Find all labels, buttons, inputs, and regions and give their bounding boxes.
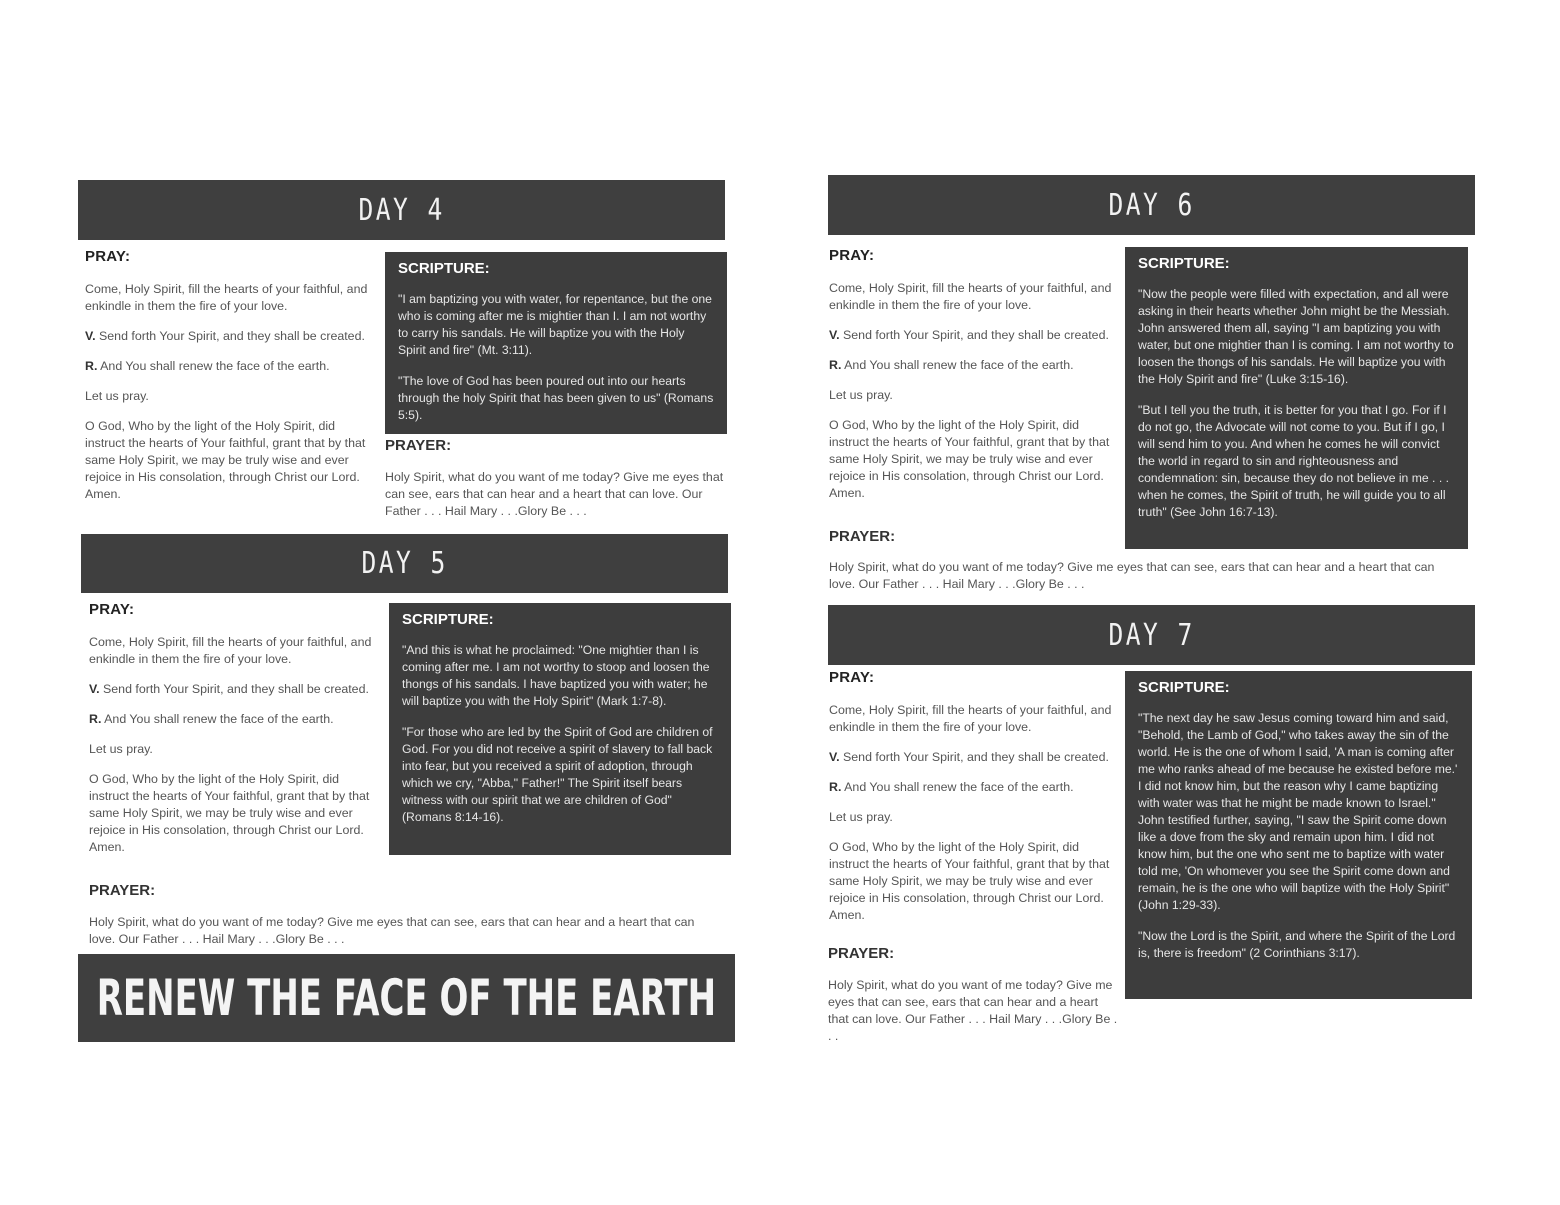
day6-let-us-pray: Let us pray. — [829, 388, 893, 402]
day4-scripture-heading: SCRIPTURE: — [398, 260, 490, 277]
day4-banner — [78, 180, 725, 240]
day7-let-us-pray: Let us pray. — [829, 810, 893, 824]
day5-pray-heading: PRAY: — [89, 601, 135, 618]
day7-response: R. And You shall renew the face of the earth. — [829, 780, 1074, 794]
day6-response: R. And You shall renew the face of the earth. — [829, 358, 1074, 372]
day7-prayer-text: Holy Spirit, what do you want of me today? Give me eyes that can see, ears that can hear and a heart that can love. Our Father . . . Hail Mary . . .Glory Be . . . — [828, 978, 1118, 1043]
day4-pray-heading: PRAY: — [85, 248, 131, 265]
day6-pray-column — [829, 247, 1119, 515]
day6-prayer-heading: PRAYER: — [829, 528, 896, 545]
day4-title: DAY 4 — [358, 192, 445, 228]
day7-scripture-box — [1125, 671, 1472, 999]
day5-banner — [81, 534, 728, 593]
day6-prayer-text: Holy Spirit, what do you want of me today? Give me eyes that can see, ears that can hear and a heart that can love. Our Father . . . Hail Mary . . .Glory Be . . . — [829, 560, 1435, 591]
day5-pray-line1: Come, Holy Spirit, fill the hearts of your faithful, and enkindle in them the fire of your love. — [89, 635, 372, 666]
day5-pray-column — [89, 601, 379, 869]
day5-scripture-1: "And this is what he proclaimed: "One mightier than I is coming after me. I am not worthy to stoop and loosen the thongs of his sandals. I have baptized you with water; he will baptize you with the Holy Spirit" (Mark 1:7-8). — [402, 643, 710, 708]
day4-scripture-1: "I am baptizing you with water, for repentance, but the one who is coming after me is mightier than I. I am not worthy to carry his sandals. He will baptize you with the Holy Spirit and fire" (Mt. 3:11). — [398, 292, 712, 357]
day5-scripture-heading: SCRIPTURE: — [402, 611, 494, 628]
day4-pray-line1: Come, Holy Spirit, fill the hearts of your faithful, and enkindle in them the fire of your love. — [85, 282, 368, 313]
day7-prayer-heading: PRAYER: — [828, 945, 895, 962]
day7-versicle: V. Send forth Your Spirit, and they shall be created. — [829, 750, 1109, 764]
day6-pray-heading: PRAY: — [829, 247, 875, 264]
day6-title: DAY 6 — [1108, 187, 1195, 223]
day7-collect: O God, Who by the light of the Holy Spirit, did instruct the hearts of Your faithful, grant that by that same Holy Spirit, we may be truly wise and ever rejoice in His consolation, through Christ our Lord. Amen. — [829, 840, 1110, 922]
day6-scripture-box — [1125, 247, 1468, 549]
day5-prayer-heading: PRAYER: — [89, 882, 156, 899]
day7-scripture-2: "Now the Lord is the Spirit, and where the Spirit of the Lord is, there is freedom" (2 Corinthians 3:17). — [1138, 929, 1456, 960]
day5-response: R. And You shall renew the face of the earth. — [89, 712, 334, 726]
footer-banner — [78, 954, 735, 1042]
day7-banner — [828, 605, 1475, 665]
day7-scripture-1: "The next day he saw Jesus coming toward him and said, "Behold, the Lamb of God," who takes away the sin of the world. He is the one of whom I said, 'A man is coming after me who ranks ahead of me because he existed before me.' I did not know him, but the reason why I came baptizing with water was that he might be made known to Israel." John testified further, saying, "I saw the Spirit come down like a dove from the sky and remain upon him. I did not know him, but the one who sent me to baptize with water told me, 'On whomever you see the Spirit come down and remain, he is the one who will baptize with the Holy Spirit" (John 1:29-33). — [1138, 711, 1458, 912]
day7-pray-heading: PRAY: — [829, 669, 875, 686]
day6-banner — [828, 175, 1475, 235]
day5-let-us-pray: Let us pray. — [89, 742, 153, 756]
day4-versicle: V. Send forth Your Spirit, and they shall be created. — [85, 329, 365, 343]
day7-pray-line1: Come, Holy Spirit, fill the hearts of your faithful, and enkindle in them the fire of your love. — [829, 703, 1112, 734]
footer-banner-text: RENEW THE FACE OF THE EARTH — [96, 969, 717, 1027]
day6-scripture-2: "But I tell you the truth, it is better for you that I go. For if I do not go, the Advocate will not come to you. But if I go, I will send him to you. And when he comes he will convict the world in regard to sin and righteousness and condemnation: sin, because they do not believe in me . . . when he comes, the Spirit of truth, he will guide you to all truth" (See John 16:7-13). — [1138, 403, 1449, 519]
day5-prayer-text: Holy Spirit, what do you want of me today? Give me eyes that can see, ears that can hear and a heart that can love. Our Father . . . Hail Mary . . .Glory Be . . . — [89, 915, 695, 946]
day6-versicle: V. Send forth Your Spirit, and they shall be created. — [829, 328, 1109, 342]
day7-scripture-heading: SCRIPTURE: — [1138, 679, 1230, 696]
day6-scripture-1: "Now the people were filled with expectation, and all were asking in their hearts whether John might be the Messiah. John answered them all, saying "I am baptizing you with water, but one mightier than I is coming. I am not worthy to loosen the thongs of his sandals. He will baptize you with the Holy Spirit and fire" (Luke 3:15-16). — [1138, 287, 1454, 386]
day6-scripture-heading: SCRIPTURE: — [1138, 255, 1230, 272]
day5-scripture-2: "For those who are led by the Spirit of God are children of God. For you did not receive a spirit of slavery to fall back into fear, but you received a spirit of adoption, through which we cry, "Abba," Father!" The Spirit itself bears witness with our spirit that we are children of God" (Romans 8:14-16). — [402, 725, 713, 824]
day4-response: R. And You shall renew the face of the earth. — [85, 359, 330, 373]
day5-scripture-box — [389, 603, 731, 855]
day4-collect: O God, Who by the light of the Holy Spirit, did instruct the hearts of Your faithful, grant that by that same Holy Spirit, we may be truly wise and ever rejoice in His consolation, through Christ our Lord. Amen. — [85, 419, 366, 501]
day4-prayer-heading: PRAYER: — [385, 437, 452, 454]
day6-pray-line1: Come, Holy Spirit, fill the hearts of your faithful, and enkindle in them the fire of your love. — [829, 281, 1112, 312]
day5-title: DAY 5 — [361, 546, 448, 581]
day4-scripture-2: "The love of God has been poured out into our hearts through the holy Spirit that has been given to us" (Romans 5:5). — [398, 374, 714, 422]
day6-collect: O God, Who by the light of the Holy Spirit, did instruct the hearts of Your faithful, grant that by that same Holy Spirit, we may be truly wise and ever rejoice in His consolation, through Christ our Lord. Amen. — [829, 418, 1110, 500]
day5-collect: O God, Who by the light of the Holy Spirit, did instruct the hearts of Your faithful, grant that by that same Holy Spirit, we may be truly wise and ever rejoice in His consolation, through Christ our Lord. Amen. — [89, 772, 370, 854]
day7-title: DAY 7 — [1108, 617, 1195, 653]
day5-versicle: V. Send forth Your Spirit, and they shall be created. — [89, 682, 369, 696]
day7-pray-column — [829, 669, 1119, 937]
day4-scripture-box — [385, 252, 727, 434]
day4-prayer-text: Holy Spirit, what do you want of me today? Give me eyes that can see, ears that can hear and a heart that can love. Our Father . . . Hail Mary . . .Glory Be . . . — [385, 470, 724, 518]
day4-let-us-pray: Let us pray. — [85, 389, 149, 403]
day4-pray-column — [85, 248, 373, 516]
